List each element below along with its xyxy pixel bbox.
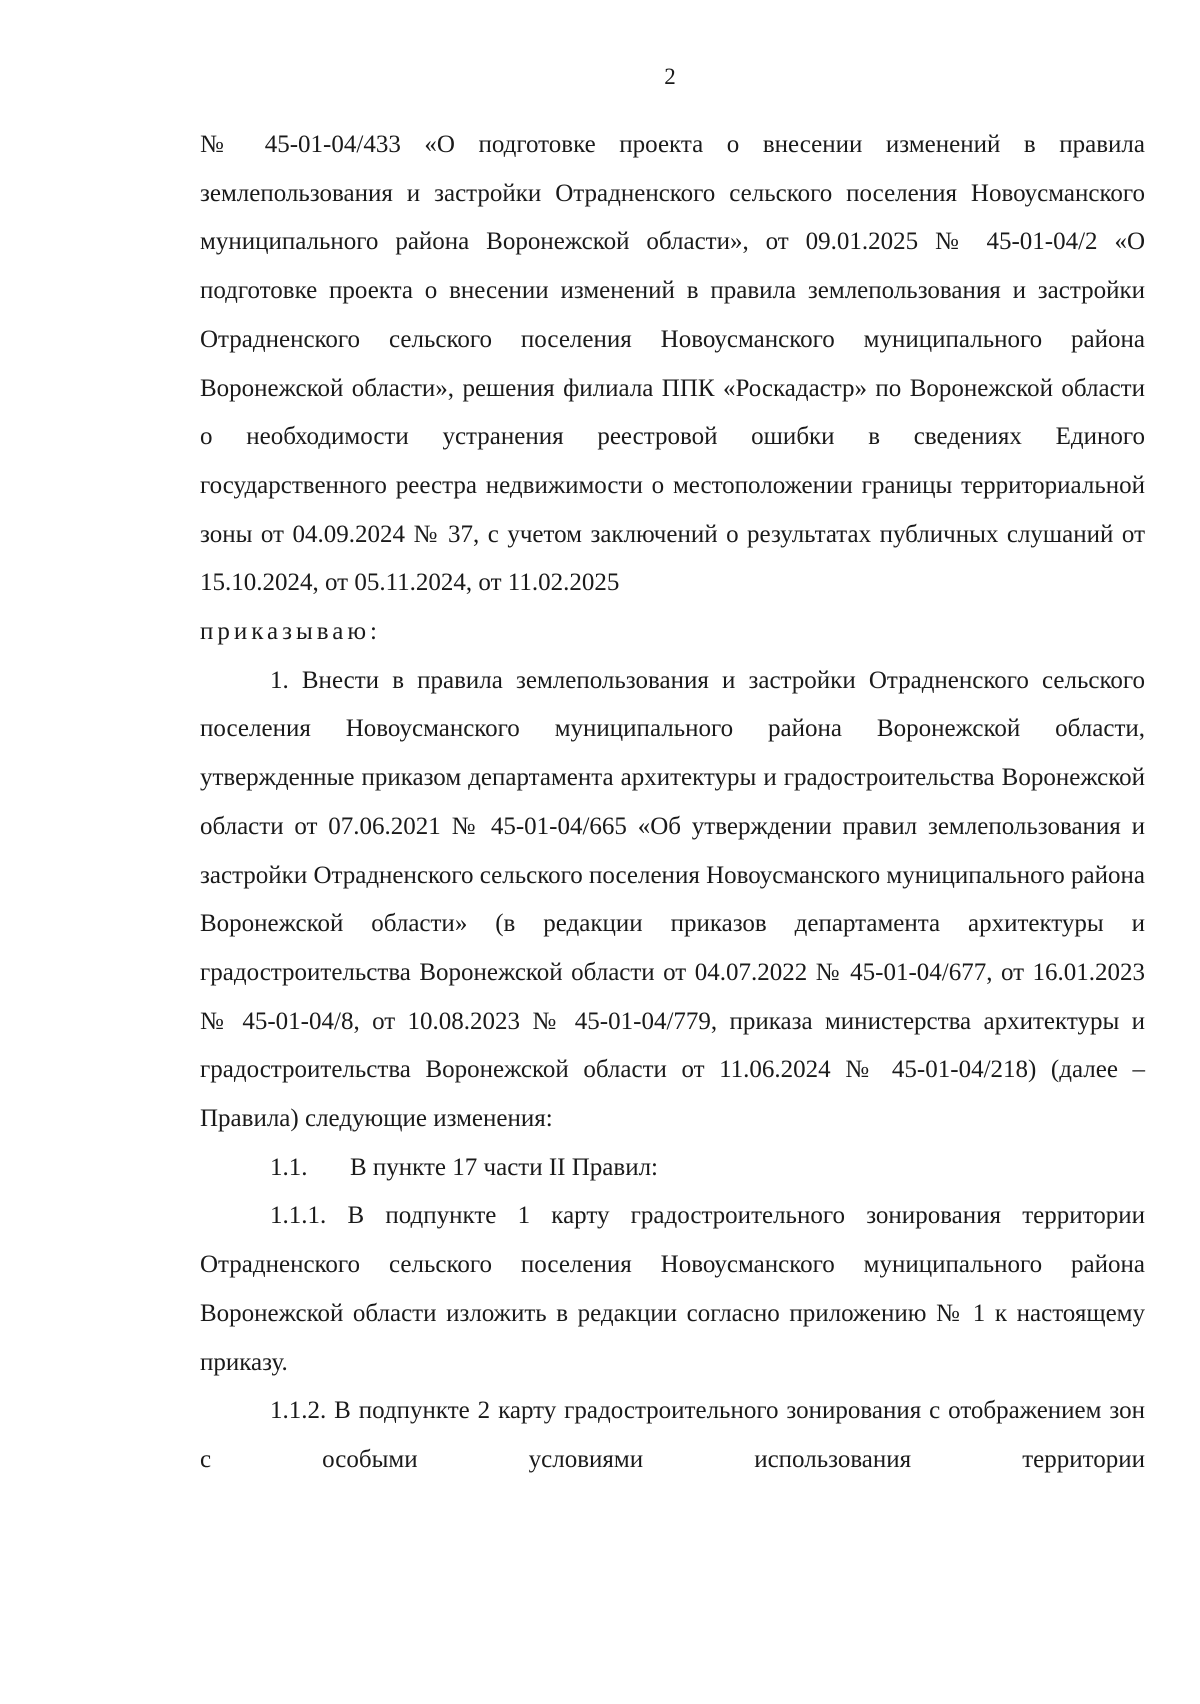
paragraph-item-1: 1. Внести в правила землепользования и застройки Отрадненского сельского поселения Новоусманского муниципального района Воронежской области, утвержденные приказом департамента архитектуры и градостроительства Воронежской области от 07.06.2021 № 45-01-04/665 «Об утверждении правил землепользования и застройки Отрадненского сельского поселения Новоусманского муниципального района Воронежской области» (в редакции приказов департамента архитектуры и градостроительства Воронежской области от 04.07.2022 № 45-01-04/677, от 16.01.2023 № 45-01-04/8, от 10.08.2023 № 45-01-04/779, приказа министерства архитектуры и градостроительства Воронежской области от 11.06.2024 № 45-01-04/218) (далее – Правила) следующие изменения: bbox=[200, 666, 1145, 1133]
page-number: 2 bbox=[664, 64, 676, 89]
item-1-1-number: 1.1. bbox=[270, 1153, 308, 1181]
paragraph-item-1-1-2: 1.1.2. В подпункте 2 карту градостроительного зонирования с отображением зон с особыми условиями использования территории bbox=[200, 1397, 1145, 1473]
item-1-1 bbox=[200, 1144, 1145, 1193]
paragraph-order-word: приказываю: bbox=[200, 618, 381, 646]
paragraph-preamble: № 45-01-04/433 «О подготовке проекта о внесении изменений в правила землепользования и застройки Отрадненского сельского поселения Новоусманского муниципального района Воронежской области», от 09.01.2025 № 45-01-04/2 «О подготовке проекта о внесении изменений в правила землепользования и застройки Отрадненского сельского поселения Новоусманского муниципального района Воронежской области», решения филиала ППК «Роскадастр» по Воронежской области о необходимости устранения реестровой ошибки в сведениях Единого государственного реестра недвижимости о местоположении границы территориальной зоны от 04.09.2024 № 37, с учетом заключений о результатах публичных слушаний от 15.10.2024, от 05.11.2024, от 11.02.2025 bbox=[200, 131, 1145, 597]
document-body bbox=[200, 121, 1145, 1485]
item-1-1-text: В пункте 17 части II Правил: bbox=[350, 1153, 658, 1181]
paragraph-item-1-1-1: 1.1.1. В подпункте 1 карту градостроительного зонирования территории Отрадненского сельского поселения Новоусманского муниципального района Воронежской области изложить в редакции согласно приложению № 1 к настоящему приказу. bbox=[200, 1202, 1145, 1376]
